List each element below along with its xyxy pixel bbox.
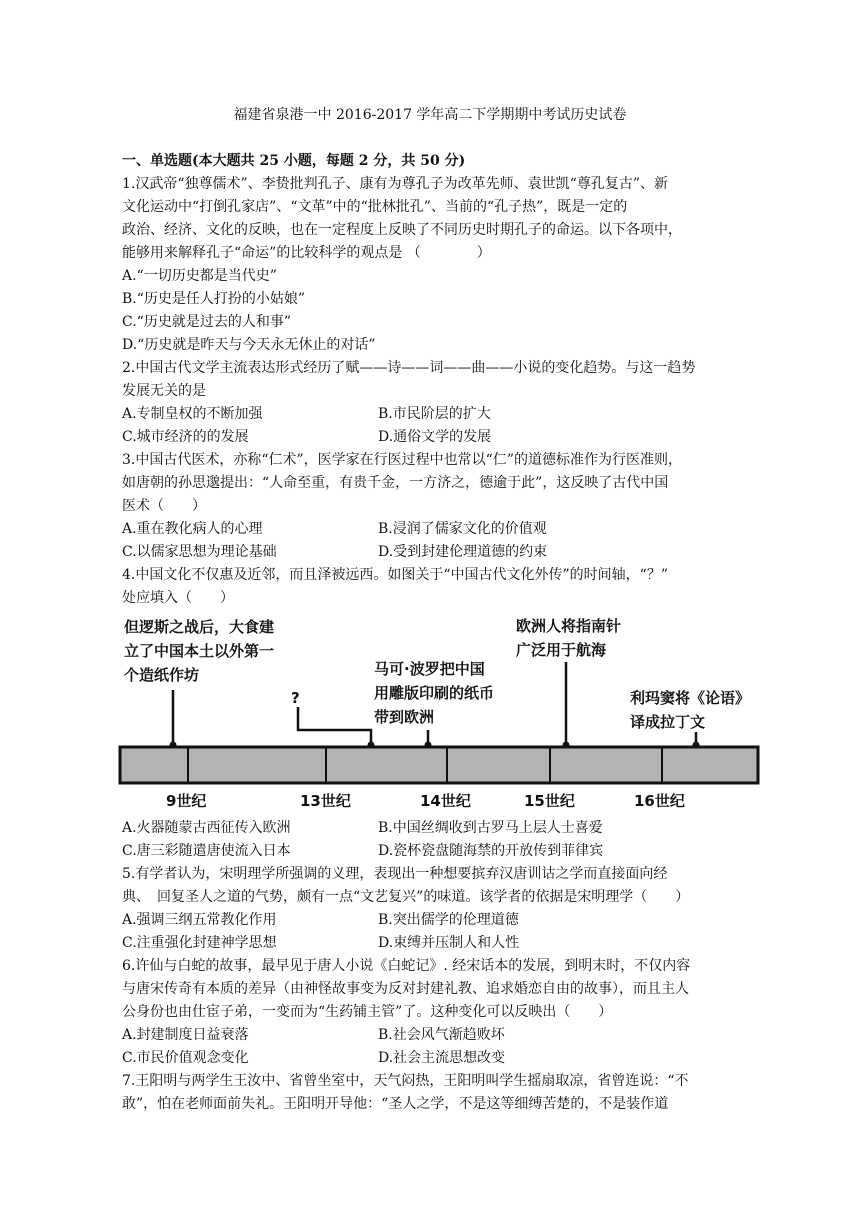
- option-b: B.中国丝绸收到古罗马上层人士喜爱: [378, 820, 603, 836]
- option-a: A.专制皇权的不断加强: [122, 406, 263, 422]
- question-text-line: 6.许仙与白蛇的故事，最早见于唐人小说《白蛇记》. 经宋话本的发展，到明末时，不仅内容: [122, 958, 691, 974]
- option-b: B.市民阶层的扩大: [378, 406, 491, 422]
- label-marco-polo-line: 用雕版印刷的纸币: [374, 684, 495, 702]
- exam-content: [122, 150, 751, 1116]
- timeline-pointer: [298, 707, 371, 745]
- option-d: D.受到封建伦理道德的约束: [378, 544, 548, 560]
- question-text-line: 典、 回复圣人之道的气势，颇有一点“文艺复兴”的味道。该学者的依据是宋明理学（ ）: [122, 889, 690, 905]
- option-row: [122, 518, 742, 541]
- option-b: B.社会风气渐趋败坏: [378, 1027, 505, 1043]
- option-d: D.社会主流思想改变: [378, 1050, 506, 1066]
- option-c: C.市民价值观念变化: [122, 1050, 249, 1066]
- label-question-mark: ?: [291, 689, 300, 707]
- option-b: B.浸润了儒家文化的价值观: [378, 521, 547, 537]
- option-c: C.城市经济的的发展: [122, 429, 249, 445]
- question-text-line: 文化运动中“打倒孔家店”、“文革”中的“批林批孔”、当前的“孔子热”，既是一定的: [122, 199, 628, 215]
- timeline-pointer-dot: [170, 742, 177, 749]
- timeline-pointer-dot: [425, 742, 432, 749]
- option-a: A.火器随蒙古西征传入欧洲: [122, 820, 291, 836]
- century-label-14: 14世纪: [420, 792, 471, 810]
- century-label-13: 13世纪: [300, 792, 351, 810]
- option-b: B.突出儒学的伦理道德: [378, 912, 519, 928]
- label-marco-polo-line: 带到欧洲: [374, 708, 435, 726]
- option-b: B.“历史是任人打扮的小姑娘”: [122, 291, 306, 307]
- century-label-16: 16世纪: [634, 792, 685, 810]
- timeline-svg: [118, 614, 768, 814]
- timeline-pointer-dot: [693, 742, 700, 749]
- label-ricci-line: 译成拉丁文: [630, 713, 706, 731]
- option-c: C.唐三彩随遣唐使流入日本: [122, 843, 291, 859]
- timeline-pointer-dot: [368, 742, 375, 749]
- question-text-line: 处应填入（ ）: [122, 590, 234, 606]
- option-c: C.以儒家思想为理论基础: [122, 544, 277, 560]
- question-text-line: 发展无关的是: [122, 383, 206, 399]
- option-d: D.束缚并压制人和人性: [378, 935, 520, 951]
- question-text-line: 敢”，怕在老师面前失礼。王阳明开导他：“圣人之学，不是这等细缚苦楚的，不是装作道: [122, 1096, 669, 1112]
- label-9c-line: 但逻斯之战后，大食建: [124, 618, 275, 636]
- option-row: [122, 932, 742, 955]
- question-5: [122, 863, 742, 955]
- section-heading: 一、单选题(本大题共 25 小题，每题 2 分，共 50 分): [122, 153, 466, 169]
- label-compass-line: 欧洲人将指南针: [516, 617, 622, 635]
- option-a: A.封建制度日益衰落: [122, 1027, 249, 1043]
- label-ricci-line: 利玛窦将《论语》: [630, 689, 751, 707]
- question-2: [122, 357, 742, 449]
- option-row: [122, 817, 742, 840]
- option-row: [122, 541, 742, 564]
- question-4: [122, 564, 751, 863]
- label-marco-polo-line: 马可·波罗把中国: [374, 660, 485, 678]
- question-text-line: 能够用来解释孔子“命运”的比较科学的观点是 （ ）: [122, 245, 491, 261]
- question-3: [122, 449, 742, 564]
- question-text-line: 公身份也由仕宦子弟，一变而为“生药铺主管”了。这种变化可以反映出（ ）: [122, 1004, 613, 1020]
- question-text-line: 政治、经济、文化的反映，也在一定程度上反映了不同历史时期孔子的命运。以下各项中，: [122, 222, 682, 238]
- option-a: A.强调三纲五常教化作用: [122, 912, 277, 928]
- option-row: [122, 426, 742, 449]
- question-text-line: 3.中国古代医术，亦称“仁术”，医学家在行医过程中也常以“仁”的道德标准作为行医准则，: [122, 452, 682, 468]
- question-text-line: 医术（ ）: [122, 498, 206, 514]
- timeline-pointer-dot: [563, 742, 570, 749]
- question-text-line: 4.中国文化不仅惠及近邻，而且泽被远西。如图关于“中国古代文化外传”的时间轴，“？”: [122, 567, 668, 583]
- question-text-line: 7.王阳明与两学生王汝中、省曾坐室中，天气闷热，王阳明叫学生摇扇取凉，省曾连说：“不: [122, 1073, 689, 1089]
- question-7: [122, 1070, 742, 1116]
- option-row: [122, 403, 742, 426]
- option-d: D.瓷杯瓷盘随海禁的开放传到菲律宾: [378, 843, 604, 859]
- label-9c-line: 立了中国本土以外第一: [124, 642, 275, 660]
- century-label-9: 9世纪: [166, 792, 207, 810]
- question-text-line: 2.中国古代文学主流表达形式经历了赋——诗——词——曲——小说的变化趋势。与这一趋势: [122, 360, 696, 376]
- option-d: D.“历史就是昨天与今天永无休止的对话”: [122, 337, 376, 353]
- question-text-line: 1.汉武帝“独尊儒术”、李贽批判孔子、康有为尊孔子为改革先师、袁世凯“尊孔复古”、新: [122, 176, 668, 192]
- option-d: D.通俗文学的发展: [378, 429, 492, 445]
- option-c: C.注重强化封建神学思想: [122, 935, 277, 951]
- label-compass-line: 广泛用于航海: [516, 641, 607, 659]
- question-text-line: 如唐朝的孙思邈提出：“人命至重，有贵千金，一方济之，德逾于此”，这反映了古代中国: [122, 475, 669, 491]
- question-1: [122, 173, 742, 357]
- question-6: [122, 955, 742, 1070]
- option-row: [122, 840, 742, 863]
- question-text-line: 与唐宋传奇有本质的差异（由神怪故事变为反对封建礼教、追求婚恋自由的故事），而且主人: [122, 981, 689, 997]
- option-a: A.重在教化病人的心理: [122, 521, 263, 537]
- culture-timeline-figure: [118, 614, 768, 814]
- option-row: [122, 909, 742, 932]
- option-c: C.“历史就是过去的人和事”: [122, 314, 291, 330]
- option-row: [122, 1024, 742, 1047]
- century-label-15: 15世纪: [524, 792, 575, 810]
- page-title: 福建省泉港一中 2016-2017 学年高二下学期期中考试历史试卷: [233, 107, 627, 123]
- option-a: A.“一切历史都是当代史”: [122, 268, 277, 284]
- option-row: [122, 1047, 742, 1070]
- label-9c-line: 个造纸作坊: [124, 666, 200, 684]
- question-text-line: 5.有学者认为，宋明理学所强调的义理，表现出一种想要摈弃汉唐训诂之学而直接面向经: [122, 866, 668, 882]
